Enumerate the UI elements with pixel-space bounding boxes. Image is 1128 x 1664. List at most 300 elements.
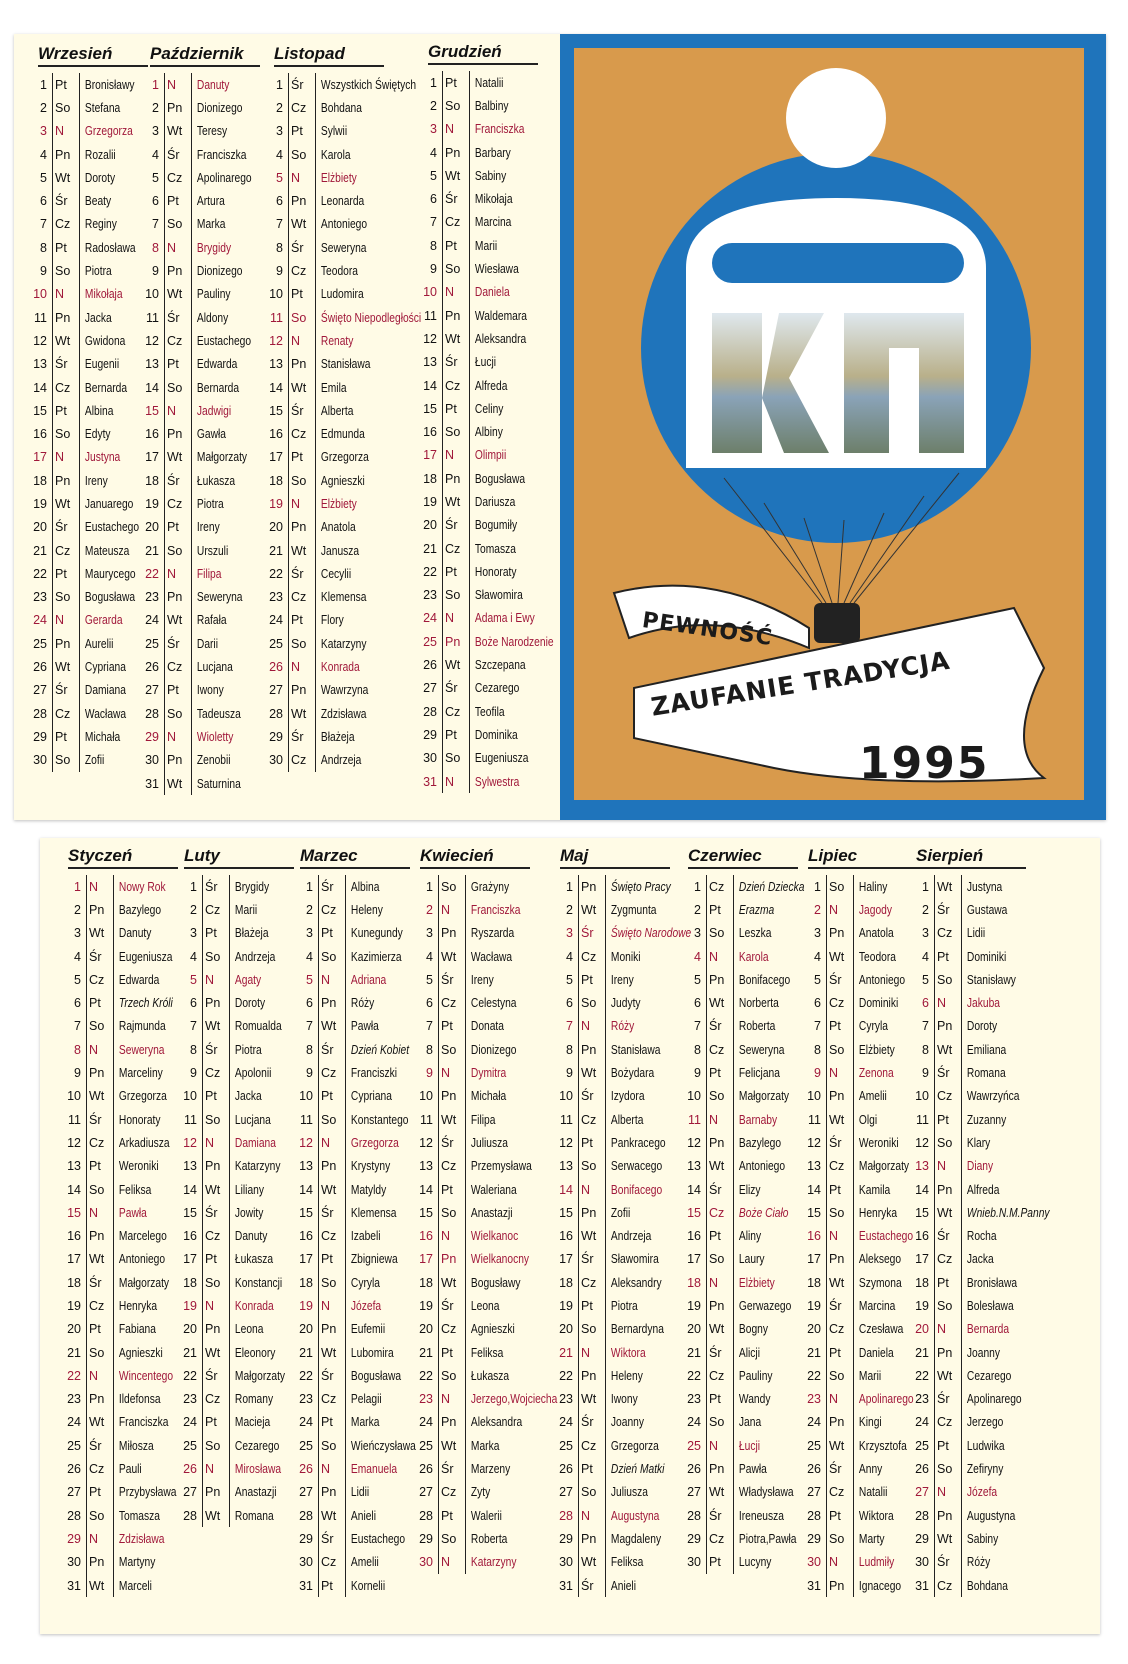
- name-day: Joanny: [966, 1345, 1000, 1360]
- weekday: Pn: [317, 991, 346, 1014]
- name-day: Ireny: [470, 972, 494, 987]
- day-number: 2: [152, 100, 159, 115]
- scenery-k-left: [712, 313, 762, 453]
- day-number: 26: [183, 1462, 197, 1477]
- name-day: Święto Pracy: [610, 879, 671, 894]
- name-day: Józefa: [966, 1485, 998, 1500]
- name-day: Felicjana: [738, 1066, 780, 1081]
- month-title: Styczeń: [68, 846, 178, 869]
- weekday: N: [287, 492, 316, 515]
- day-number: 20: [807, 1322, 821, 1337]
- weekday: Pn: [163, 586, 192, 609]
- day-number: 26: [559, 1462, 573, 1477]
- weekday: Wt: [317, 1504, 346, 1527]
- day-number: 11: [300, 1112, 313, 1127]
- day-number: 19: [559, 1298, 573, 1313]
- name-day: Dionizego: [196, 264, 243, 279]
- weekday: Cz: [287, 586, 316, 609]
- day-number: 29: [145, 729, 159, 744]
- weekday: Cz: [163, 655, 192, 678]
- name-day: Franciszki: [350, 1066, 398, 1081]
- day-number: 2: [814, 902, 821, 917]
- day-row: [269, 329, 422, 352]
- name-day: Bazylego: [118, 902, 162, 917]
- day-number: 27: [807, 1485, 821, 1500]
- name-day: Bożydara: [610, 1066, 655, 1081]
- weekday: Pn: [825, 1248, 854, 1271]
- day-number: 16: [183, 1229, 197, 1244]
- day-list: [915, 875, 1054, 1597]
- day-number: 30: [559, 1555, 573, 1570]
- weekday: Pn: [317, 1318, 346, 1341]
- day-number: 7: [922, 1019, 929, 1034]
- day-row: [430, 257, 576, 280]
- name-day: Konstantego: [350, 1112, 409, 1127]
- weekday: Pn: [51, 469, 80, 492]
- name-day: Róży: [610, 1019, 635, 1034]
- weekday: Pn: [825, 922, 854, 945]
- weekday: Pt: [201, 922, 230, 945]
- name-day: Bonifacego: [738, 972, 791, 987]
- day-number: 5: [190, 972, 197, 987]
- name-day: Antoniego: [320, 217, 368, 232]
- weekday: Pn: [437, 922, 466, 945]
- day-number: 9: [152, 264, 159, 279]
- day-number: 24: [145, 613, 159, 628]
- name-day: Klemensa: [350, 1205, 397, 1220]
- weekday: N: [705, 1108, 734, 1131]
- weekday: N: [441, 607, 470, 630]
- weekday: Pn: [51, 306, 80, 329]
- weekday: Wt: [51, 655, 80, 678]
- day-number: 13: [915, 1159, 929, 1174]
- day-row: [430, 141, 576, 164]
- day-row: [269, 376, 422, 399]
- weekday: So: [85, 1015, 114, 1038]
- weekday: Śr: [163, 143, 192, 166]
- name-day: Wieńczysława: [350, 1438, 416, 1453]
- day-number: 19: [33, 496, 47, 511]
- name-day: Feliksa: [610, 1555, 644, 1570]
- weekday: Pn: [287, 353, 316, 376]
- weekday: Pn: [287, 189, 316, 212]
- weekday: Śr: [201, 1201, 230, 1224]
- weekday: Śr: [705, 1015, 734, 1038]
- name-day: Błażeja: [320, 729, 355, 744]
- weekday: N: [85, 1201, 114, 1224]
- name-day: Grzegorza: [320, 450, 369, 465]
- weekday: Cz: [287, 259, 316, 282]
- name-day: Beaty: [84, 194, 112, 209]
- weekday: So: [287, 143, 316, 166]
- name-day: Aleksandry: [610, 1275, 662, 1290]
- day-number: 1: [276, 77, 283, 92]
- weekday: Pn: [287, 516, 316, 539]
- weekday: Wt: [437, 1434, 466, 1457]
- day-number: 20: [559, 1322, 573, 1337]
- day-number: 30: [807, 1555, 821, 1570]
- day-number: 9: [566, 1066, 573, 1081]
- name-day: Apolinarego: [858, 1392, 914, 1407]
- day-number: 24: [687, 1415, 701, 1430]
- day-number: 19: [145, 496, 159, 511]
- name-day: Alicji: [738, 1345, 760, 1360]
- weekday: Wt: [163, 120, 192, 143]
- name-day: Dzień Matki: [610, 1462, 665, 1477]
- day-row: [559, 1574, 698, 1597]
- month-sierpien: [916, 846, 1054, 1597]
- weekday: Cz: [705, 1201, 734, 1224]
- day-number: 24: [33, 613, 47, 628]
- weekday: So: [317, 945, 346, 968]
- day-number: 23: [807, 1392, 821, 1407]
- weekday: N: [825, 1224, 854, 1247]
- day-number: 16: [423, 425, 437, 440]
- name-day: Eustachego: [858, 1229, 914, 1244]
- day-number: 3: [40, 124, 47, 139]
- day-number: 7: [566, 1019, 573, 1034]
- logo-slot-icon: [712, 243, 964, 283]
- weekday: Cz: [287, 749, 316, 772]
- day-number: 26: [687, 1462, 701, 1477]
- weekday: N: [317, 1294, 346, 1317]
- name-day: Marceli: [118, 1578, 152, 1593]
- day-number: 1: [426, 879, 433, 894]
- name-day: Rozalii: [84, 147, 116, 162]
- slogan-zaufanie-tradycja: ZAUFANIE TRADYCJA: [649, 645, 953, 722]
- weekday: Śr: [51, 516, 80, 539]
- weekday: Wt: [287, 376, 316, 399]
- day-number: 20: [67, 1322, 81, 1337]
- name-day: Krystyny: [350, 1159, 391, 1174]
- day-number: 15: [687, 1205, 701, 1220]
- day-number: 22: [687, 1368, 701, 1383]
- name-day: Arkadiusza: [118, 1135, 170, 1150]
- day-number: 14: [419, 1182, 433, 1197]
- day-number: 5: [152, 170, 159, 185]
- weekday: Śr: [163, 632, 192, 655]
- day-number: 4: [276, 147, 283, 162]
- name-day: Januarego: [84, 496, 134, 511]
- weekday: N: [441, 281, 470, 304]
- weekday: Pt: [441, 723, 470, 746]
- name-day: Olimpii: [474, 448, 507, 463]
- name-day: Bernardyna: [610, 1322, 664, 1337]
- day-number: 1: [814, 879, 821, 894]
- day-row: [423, 397, 576, 420]
- day-number: 18: [419, 1275, 433, 1290]
- weekday: Cz: [437, 1155, 466, 1178]
- day-row: [269, 749, 422, 772]
- day-number: 21: [183, 1345, 197, 1360]
- day-number: 28: [915, 1508, 929, 1523]
- weekday: Pn: [201, 991, 230, 1014]
- weekday: Pn: [577, 1201, 606, 1224]
- weekday: Pn: [201, 1318, 230, 1341]
- name-day: Saturnina: [196, 776, 241, 791]
- day-number: 27: [915, 1485, 929, 1500]
- name-day: Emila: [320, 380, 347, 395]
- weekday: Cz: [825, 1318, 854, 1341]
- weekday: So: [825, 1527, 854, 1550]
- day-row: [269, 562, 422, 585]
- name-day: Stanisławy: [966, 972, 1016, 987]
- day-number: 4: [566, 949, 573, 964]
- day-number: 11: [424, 308, 437, 323]
- day-number: 16: [559, 1229, 573, 1244]
- day-row: [430, 164, 576, 187]
- day-number: 28: [299, 1508, 313, 1523]
- name-day: Dariusza: [474, 494, 516, 509]
- day-number: 1: [566, 879, 573, 894]
- weekday: Wt: [825, 1434, 854, 1457]
- weekday: Śr: [287, 73, 316, 96]
- weekday: Cz: [51, 702, 80, 725]
- day-number: 9: [694, 1066, 701, 1081]
- day-number: 21: [67, 1345, 81, 1360]
- day-number: 28: [183, 1508, 197, 1523]
- day-number: 21: [915, 1345, 929, 1360]
- name-day: Sławomira: [474, 588, 523, 603]
- name-day: Donata: [470, 1019, 504, 1034]
- weekday: Pn: [933, 1341, 962, 1364]
- day-row: [419, 1551, 558, 1574]
- day-number: 10: [183, 1089, 197, 1104]
- day-number: 28: [419, 1508, 433, 1523]
- day-number: 24: [299, 1415, 313, 1430]
- weekday: So: [287, 469, 316, 492]
- weekday: N: [933, 1155, 962, 1178]
- day-number: 15: [145, 403, 159, 418]
- day-row: [269, 702, 422, 725]
- name-day: Elizy: [738, 1182, 761, 1197]
- weekday: N: [287, 329, 316, 352]
- day-row: [915, 1481, 1054, 1504]
- name-day: Joanny: [610, 1415, 644, 1430]
- weekday: N: [201, 1457, 230, 1480]
- weekday: So: [441, 584, 470, 607]
- day-number: 23: [419, 1392, 433, 1407]
- day-row: [269, 469, 422, 492]
- weekday: Cz: [933, 922, 962, 945]
- day-number: 19: [687, 1298, 701, 1313]
- day-number: 24: [67, 1415, 81, 1430]
- day-row: [922, 1061, 1054, 1084]
- name-day: Honoraty: [118, 1112, 161, 1127]
- name-day: Anastazji: [234, 1485, 277, 1500]
- day-number: 17: [915, 1252, 929, 1267]
- day-row: [276, 166, 422, 189]
- name-day: Przemysława: [470, 1159, 532, 1174]
- day-number: 24: [915, 1415, 929, 1430]
- day-number: 21: [559, 1345, 573, 1360]
- day-number: 23: [33, 590, 47, 605]
- name-day: Daniela: [858, 1345, 894, 1360]
- day-row: [430, 94, 576, 117]
- weekday: Cz: [51, 213, 80, 236]
- day-number: 6: [74, 996, 81, 1011]
- weekday: Wt: [441, 490, 470, 513]
- name-day: Anatola: [320, 520, 356, 535]
- day-number: 6: [814, 996, 821, 1011]
- weekday: Śr: [85, 1108, 114, 1131]
- name-day: Serwacego: [610, 1159, 663, 1174]
- name-day: Norberta: [738, 996, 779, 1011]
- day-row: [419, 1201, 558, 1224]
- weekday: Pn: [933, 1504, 962, 1527]
- month-title: Marzec: [300, 846, 410, 869]
- name-day: Bronisława: [966, 1275, 1018, 1290]
- name-day: Jacka: [234, 1089, 262, 1104]
- weekday: Pt: [287, 120, 316, 143]
- weekday: Śr: [705, 1504, 734, 1527]
- day-number: 28: [423, 704, 437, 719]
- day-number: 9: [276, 264, 283, 279]
- weekday: Śr: [441, 351, 470, 374]
- day-number: 3: [74, 926, 81, 941]
- name-day: Jana: [738, 1415, 762, 1430]
- day-number: 9: [74, 1066, 81, 1081]
- weekday: Pt: [933, 1434, 962, 1457]
- name-day: Walerii: [470, 1508, 502, 1523]
- name-day: Olgi: [858, 1112, 878, 1127]
- name-day: Apolinarego: [966, 1392, 1022, 1407]
- day-number: 10: [915, 1089, 929, 1104]
- day-number: 30: [67, 1555, 81, 1570]
- weekday: So: [933, 1131, 962, 1154]
- day-row: [269, 679, 422, 702]
- name-day: Zenona: [858, 1066, 894, 1081]
- day-row: [276, 236, 422, 259]
- day-number: 25: [183, 1438, 197, 1453]
- weekday: Pn: [201, 1481, 230, 1504]
- day-number: 7: [152, 217, 159, 232]
- weekday: Wt: [577, 898, 606, 921]
- day-row: [922, 991, 1054, 1014]
- weekday: Pt: [163, 353, 192, 376]
- name-day: Jakuba: [966, 996, 1000, 1011]
- name-day: Anatola: [858, 926, 894, 941]
- weekday: Wt: [437, 1271, 466, 1294]
- weekday: So: [933, 968, 962, 991]
- day-number: 21: [33, 543, 47, 558]
- day-row: [419, 1224, 558, 1247]
- day-number: 27: [67, 1485, 81, 1500]
- day-row: [67, 1551, 206, 1574]
- name-day: Renaty: [320, 333, 354, 348]
- name-day: Martyny: [118, 1555, 156, 1570]
- weekday: Cz: [705, 1527, 734, 1550]
- day-number: 28: [807, 1508, 821, 1523]
- day-row: [915, 1224, 1054, 1247]
- name-day: Jowity: [234, 1205, 264, 1220]
- name-day: Juliusza: [610, 1485, 648, 1500]
- pko-poster: [560, 34, 1106, 820]
- day-row: [419, 1504, 558, 1527]
- name-day: Zbigniewa: [350, 1252, 398, 1267]
- day-number: 9: [426, 1066, 433, 1081]
- name-day: Kazimierza: [350, 949, 402, 964]
- weekday: Wt: [85, 1411, 114, 1434]
- day-number: 1: [430, 75, 437, 90]
- name-day: Teresy: [196, 124, 228, 139]
- weekday: Śr: [825, 1131, 854, 1154]
- day-row: [269, 399, 422, 422]
- weekday: Śr: [201, 1038, 230, 1061]
- weekday: Pt: [287, 446, 316, 469]
- weekday: N: [577, 1504, 606, 1527]
- day-number: 14: [559, 1182, 573, 1197]
- name-day: Feliksa: [470, 1345, 504, 1360]
- day-row: [423, 653, 576, 676]
- day-row: [426, 968, 558, 991]
- name-day: Liliany: [234, 1182, 264, 1197]
- name-day: Zuzanny: [966, 1112, 1007, 1127]
- day-number: 7: [306, 1019, 313, 1034]
- weekday: N: [577, 1178, 606, 1201]
- day-row: [922, 922, 1054, 945]
- day-number: 31: [559, 1578, 573, 1593]
- name-day: Laury: [738, 1252, 765, 1267]
- day-number: 30: [33, 753, 47, 768]
- weekday: Śr: [317, 1201, 346, 1224]
- name-day: Rajmunda: [118, 1019, 166, 1034]
- name-day: Franciszka: [474, 122, 525, 137]
- weekday: Cz: [85, 968, 114, 991]
- name-day: Aliny: [738, 1229, 762, 1244]
- weekday: Śr: [577, 1411, 606, 1434]
- day-number: 23: [915, 1392, 929, 1407]
- day-number: 6: [694, 996, 701, 1011]
- weekday: N: [705, 1434, 734, 1457]
- name-day: Bernarda: [966, 1322, 1010, 1337]
- day-row: [269, 422, 422, 445]
- name-day: Konrada: [320, 660, 360, 675]
- weekday: Pn: [437, 1085, 466, 1108]
- weekday: So: [437, 875, 466, 898]
- name-day: Ireneusza: [738, 1508, 784, 1523]
- day-row: [423, 281, 576, 304]
- weekday: Śr: [825, 968, 854, 991]
- name-day: Mikołaja: [84, 287, 123, 302]
- weekday: Cz: [933, 1248, 962, 1271]
- weekday: Pn: [85, 898, 114, 921]
- day-number: 28: [67, 1508, 81, 1523]
- name-day: Eugeniusza: [118, 949, 173, 964]
- weekday: So: [705, 1411, 734, 1434]
- weekday: Wt: [85, 922, 114, 945]
- weekday: Śr: [201, 1364, 230, 1387]
- name-day: Pawła: [738, 1462, 767, 1477]
- name-day: Klary: [966, 1135, 991, 1150]
- weekday: Śr: [163, 469, 192, 492]
- weekday: Wt: [317, 1178, 346, 1201]
- weekday: Pn: [577, 1364, 606, 1387]
- day-number: 12: [423, 331, 437, 346]
- name-day: Jadwigi: [196, 403, 232, 418]
- day-number: 29: [299, 1531, 313, 1546]
- weekday: Cz: [933, 1085, 962, 1108]
- name-day: Piotra: [610, 1298, 638, 1313]
- weekday: Pt: [933, 1108, 962, 1131]
- name-day: Leszka: [738, 926, 772, 941]
- day-number: 7: [814, 1019, 821, 1034]
- day-number: 22: [807, 1368, 821, 1383]
- day-row: [419, 1341, 558, 1364]
- day-row: [915, 1318, 1054, 1341]
- name-day: Wiktora: [858, 1508, 894, 1523]
- weekday: N: [705, 1271, 734, 1294]
